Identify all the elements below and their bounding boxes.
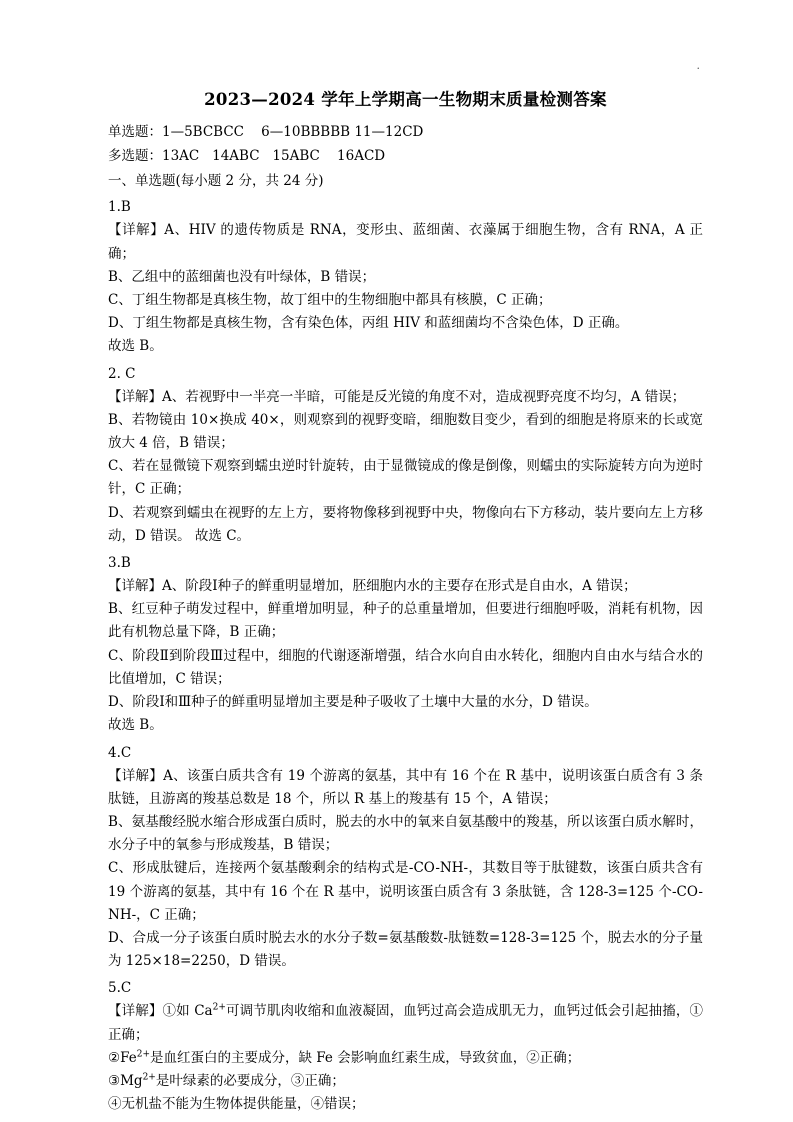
explanation-paragraph: B、红豆种子萌发过程中，鲜重增加明显，种子的总重量增加，但要进行细胞呼吸，消耗有机物，因此有机物总量下降，B 正确； <box>108 601 703 641</box>
answer-conclusion: 故选 B。 <box>108 717 163 734</box>
explanation-paragraph: 【详解】A、HIV 的遗传物质是 RNA，变形虫、蓝细菌、衣藻属于细胞生物，含有 RNA，A 正确； <box>108 222 703 262</box>
explanation-paragraph: 【详解】A、若视野中一半亮一半暗，可能是反光镜的角度不对，造成视野亮度不均匀，A 错误； <box>108 388 686 405</box>
question-block-2 <box>108 363 703 548</box>
explanation-paragraph: C、若在显微镜下观察到蠕虫逆时针旋转，由于显微镜成的像是倒像，则蠕虫的实际旋转方向为逆时针，C 正确； <box>108 458 703 498</box>
explanation-paragraph: B、若物镜由 10×换成 40×，则观察到的视野变暗，细胞数目变少，看到的细胞是将原来的长或宽放大 4 倍，B 错误； <box>108 411 703 452</box>
question-number: 4.C <box>108 744 132 761</box>
explanation-paragraph: B、乙组中的蓝细菌也没有叶绿体，B 错误； <box>108 268 376 285</box>
question-number: 2. C <box>108 365 136 382</box>
explanation-paragraph: $③Mg^{2+}$是叶绿素的必要成分，③正确； <box>108 1072 345 1090</box>
question-number: 1.B <box>108 199 131 216</box>
explanation-paragraph: 【详解】A、该蛋白质共含有 19 个游离的氨基，其中有 16 个在 R 基中，说明该蛋白质含有 3 条肽链，且游离的羧基总数是 18 个，所以 R 基上的羧基有 15 个，A 错误； <box>108 767 703 807</box>
explanation-paragraph: D、合成一分子该蛋白质时脱去水的水分子数=氨基酸数-肽链数=128-3=125 个，脱去水的分子量为 125×18=2250，D 错误。 <box>108 930 703 970</box>
explanation-paragraph: ④无机盐不能为生物体提供能量，④错误； <box>108 1096 365 1113</box>
question-number: 5.C <box>108 980 132 997</box>
explanation-paragraph: D、丁组生物都是真核生物，含有染色体，丙组 HIV 和蓝细菌均不含染色体，D 正确。 <box>108 315 629 332</box>
explanation-paragraph: 【详解】A、阶段Ⅰ种子的鲜重明显增加，胚细胞内水的主要存在形式是自由水，A 错误； <box>108 578 637 595</box>
answer-line-multi-choice: 多选题：13AC 14ABC 15ABC 16ACD <box>108 147 386 164</box>
explanation-paragraph: C、阶段Ⅱ到阶段Ⅲ过程中，细胞的代谢逐渐增强，结合水向自由水转化，细胞内自由水与结合水的比值增加，C 错误； <box>108 647 703 687</box>
question-number: 3.B <box>108 555 131 572</box>
page-corner-mark: · <box>696 62 701 75</box>
explanation-paragraph: $②Fe^{2+}$是血红蛋白的主要成分，缺 Fe 会影响血红素生成，导致贫血，②正确； <box>108 1049 581 1066</box>
explanation-paragraph: D、阶段Ⅰ和Ⅲ种子的鲜重明显增加主要是种子吸收了土壤中大量的水分，D 错误。 <box>108 694 598 711</box>
explanation-paragraph: 【详解】①如 $Ca^{2+}$可调节肌肉收缩和血液凝固，血钙过高会造成肌无力，血钙过低会引起抽搐，①正确； <box>108 1002 703 1043</box>
explanation-paragraph: C、丁组生物都是真核生物，故丁组中的生物细胞中都具有核膜，C 正确； <box>108 291 552 308</box>
question-block-1 <box>108 196 703 358</box>
section-heading-single-choice: 一、单选题(每小题 2 分，共 24 分) <box>108 172 324 189</box>
question-block-4 <box>108 742 703 974</box>
explanation-paragraph: B、氨基酸经脱水缩合形成蛋白质时，脱去的水中的氧来自氨基酸中的羧基，所以该蛋白质水解时，水分子中的氧参与形成羧基，B 错误； <box>108 813 703 854</box>
explanation-paragraph: D、若观察到蠕虫在视野的左上方，要将物像移到视野中央，物像向右下方移动，装片要向左上方移动，D 错误。 故选 C。 <box>108 504 703 544</box>
page-title: 2023—2024 学年上学期高一生物期末质量检测答案 <box>204 90 607 109</box>
question-block-3 <box>108 552 703 737</box>
answer-conclusion: 故选 B。 <box>108 338 163 355</box>
question-block-5 <box>108 977 703 1116</box>
answer-line-single-choice: 单选题：1—5BCBCC 6—10BBBBB 11—12CD <box>108 124 424 140</box>
explanation-paragraph: C、形成肽键后，连接两个氨基酸剩余的结构式是-CO-NH-，其数目等于肽键数，该蛋白质共含有 19 个游离的氨基，其中有 16 个在 R 基中，说明该蛋白质含有 3 条肽链，含 128-3=125 个-CO-NH-，C 正确； <box>108 860 703 923</box>
